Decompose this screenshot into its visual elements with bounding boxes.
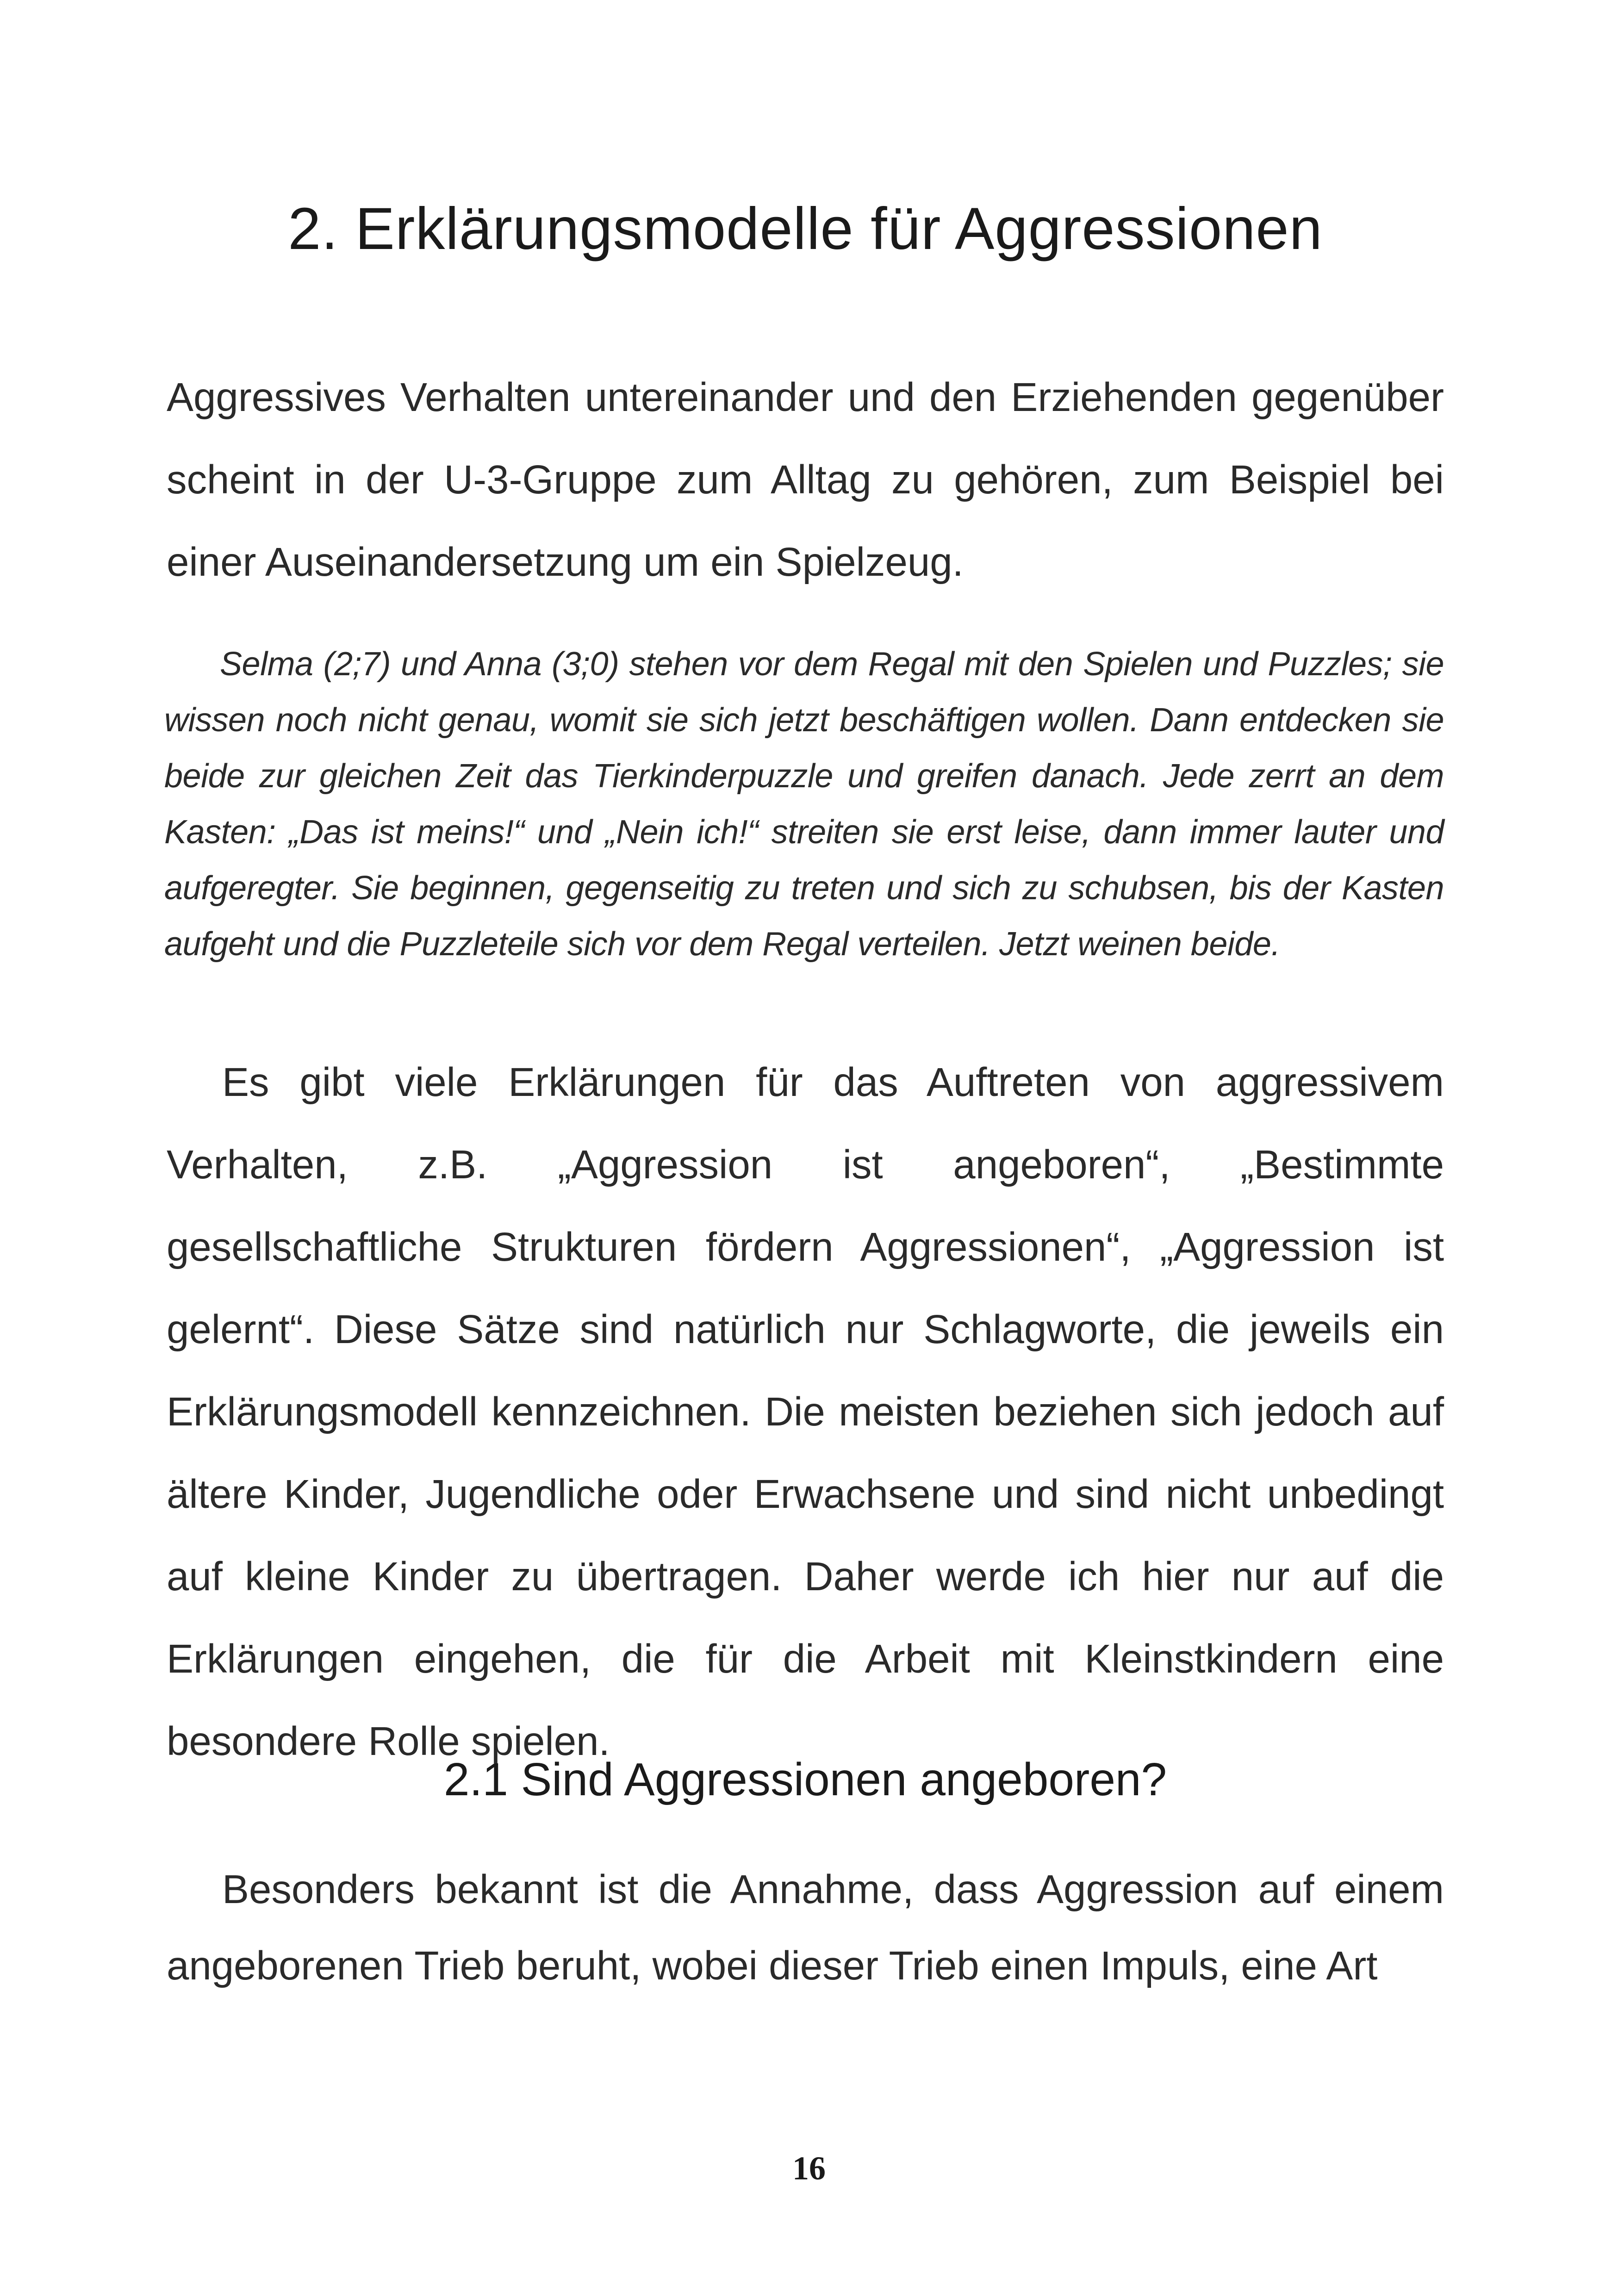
chapter-title: 2. Erklärungsmodelle für Aggressionen: [288, 196, 1323, 262]
intro-paragraph: Aggressives Verhalten untereinander und den Erziehenden gegenüber scheint in der U-3-Gruppe zum Alltag zu gehören, zum Beispiel bei einer Auseinandersetzung um ein Spielzeug.: [167, 375, 1444, 585]
section-title: 2.1 Sind Aggressionen angeboren?: [443, 1754, 1167, 1805]
page-number: 16: [792, 2150, 826, 2187]
explanations-paragraph: Es gibt viele Erklärungen für das Auftreten von aggressivem Verhalten, z.B. „Aggression ist angeboren“, „Bestimmte gesellschaftliche Strukturen fördern Aggressionen“, „Aggression ist gelernt“. Diese Sätze sind natürlich nur Schlagworte, die jeweils ein Erklärungsmodell kennzeichnen. Die meisten beziehen sich jedoch auf ältere Kinder, Jugendliche oder Erwachsene und sind nicht unbedingt auf kleine Kinder zu übertragen. Daher werde ich hier nur auf die Erklärungen eingehen, die für die Arbeit mit Kleinstkindern eine besondere Rolle spielen.: [167, 1060, 1444, 1764]
example-quote: Selma (2;7) und Anna (3;0) stehen vor dem Regal mit den Spielen und Puzzles; sie wissen noch nicht genau, womit sie sich jetzt beschäftigen wollen. Dann entdecken sie beide zur gleichen Zeit das Tierkinderpuzzle und greifen danach. Jede zerrt an dem Kasten: „Das ist meins!“ und „Nein ich!“ streiten sie erst leise, dann immer lauter und aufgeregter. Sie beginnen, gegenseitig zu treten und sich zu schubsen, bis der Kasten aufgeht und die Puzzleteile sich vor dem Regal verteilen. Jetzt weinen beide.: [164, 646, 1444, 963]
section-paragraph: Besonders bekannt ist die Annahme, dass Aggression auf einem angeborenen Trieb beruht, wobei dieser Trieb einen Impuls, eine Art: [167, 1867, 1444, 1988]
